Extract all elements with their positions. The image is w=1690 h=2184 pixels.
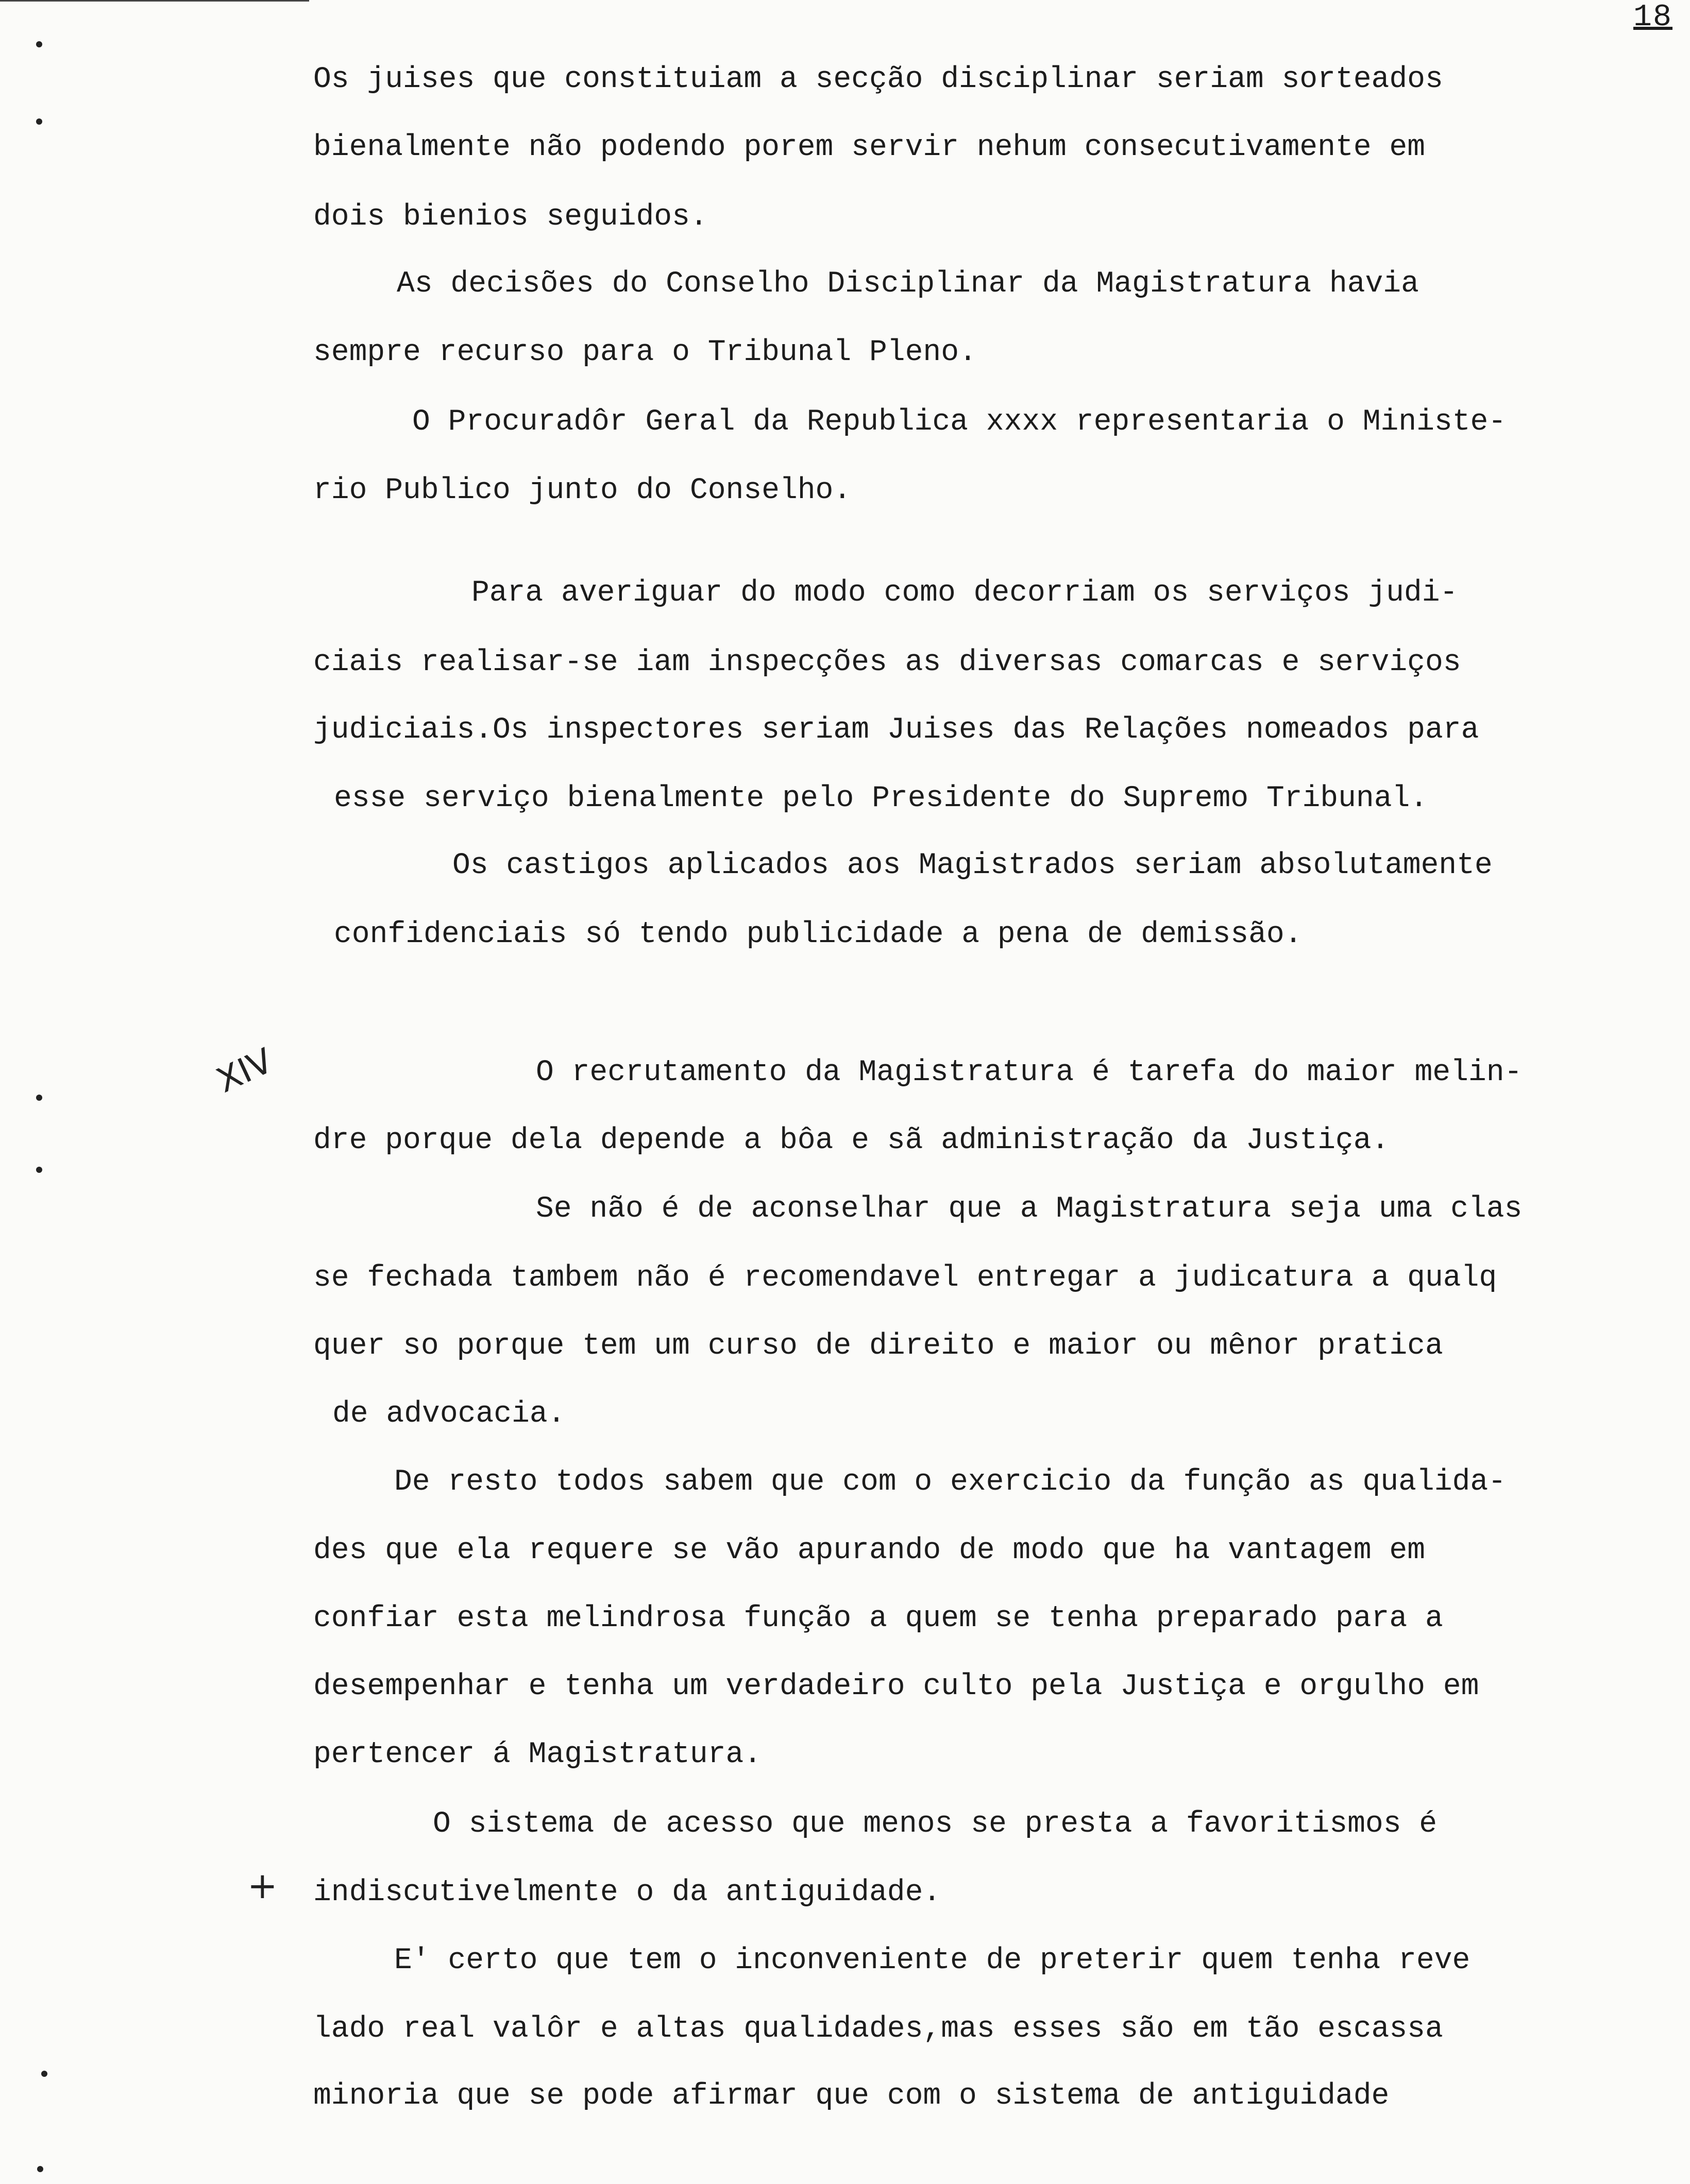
text-line: des que ela requere se vão apurando de modo que ha vantagem em	[313, 1534, 1425, 1567]
text-line: ciais realisar-se iam inspecções as diversas comarcas e serviços	[313, 646, 1461, 679]
text-line: indiscutivelmente o da antiguidade.	[313, 1876, 941, 1909]
text-line: dois bienios seguidos.	[313, 200, 708, 234]
text-line: bienalmente não podendo porem servir nehum consecutivamente em	[313, 131, 1425, 164]
text-line: O Procuradôr Geral da Republica xxxx representaria o Ministe-	[412, 405, 1507, 439]
text-line: O recrutamento da Magistratura é tarefa do maior melin-	[536, 1056, 1523, 1089]
margin-dot	[36, 1095, 42, 1101]
text-line: de advocacia.	[332, 1397, 566, 1431]
text-line: rio Publico junto do Conselho.	[313, 474, 852, 507]
text-line: se fechada tambem não é recomendavel entregar a judicatura a qualq	[313, 1261, 1497, 1295]
text-line: O sistema de acesso que menos se presta a favoritismos é	[433, 1807, 1438, 1841]
text-line: lado real valôr e altas qualidades,mas esses são em tão escassa	[313, 2012, 1443, 2046]
margin-dot	[36, 118, 42, 125]
page-edge-line	[0, 0, 309, 2]
text-line: Se não é de aconselhar que a Magistratura seja uma clas	[536, 1192, 1523, 1226]
text-line: confiar esta melindrosa função a quem se tenha preparado para a	[313, 1602, 1443, 1635]
text-line: minoria que se pode afirmar que com o sistema de antiguidade	[313, 2079, 1390, 2113]
page-number: 18	[1633, 0, 1673, 35]
text-line: dre porque dela depende a bôa e sã administração da Justiça.	[313, 1124, 1390, 1157]
text-line: pertencer á Magistratura.	[313, 1738, 762, 1771]
margin-dot	[36, 41, 42, 47]
text-line: Os castigos aplicados aos Magistrados seriam absolutamente	[452, 849, 1493, 882]
text-line: As decisões do Conselho Disciplinar da Magistratura havia	[397, 267, 1419, 301]
margin-note-roman: XIV	[210, 1040, 279, 1101]
margin-dot	[41, 2071, 47, 2077]
margin-dot	[37, 2166, 43, 2172]
text-line: quer so porque tem um curso de direito e maior ou mênor pratica	[313, 1329, 1443, 1363]
text-line: judiciais.Os inspectores seriam Juises das Relações nomeados para	[313, 713, 1479, 747]
margin-note-cross: +	[247, 1865, 278, 1907]
margin-dot	[36, 1167, 42, 1173]
text-line: esse serviço bienalmente pelo Presidente do Supremo Tribunal.	[334, 782, 1428, 815]
text-line: E' certo que tem o inconveniente de preterir quem tenha reve	[394, 1944, 1471, 1977]
text-line: Os juises que constituiam a secção disciplinar seriam sorteados	[313, 63, 1443, 96]
text-line: Para averiguar do modo como decorriam os serviços judi-	[471, 576, 1458, 610]
text-line: De resto todos sabem que com o exercicio da função as qualida-	[394, 1465, 1506, 1499]
text-line: desempenhar e tenha um verdadeiro culto pela Justiça e orgulho em	[313, 1670, 1479, 1703]
text-line: confidenciais só tendo publicidade a pena de demissão.	[334, 918, 1303, 951]
text-line: sempre recurso para o Tribunal Pleno.	[313, 336, 977, 369]
